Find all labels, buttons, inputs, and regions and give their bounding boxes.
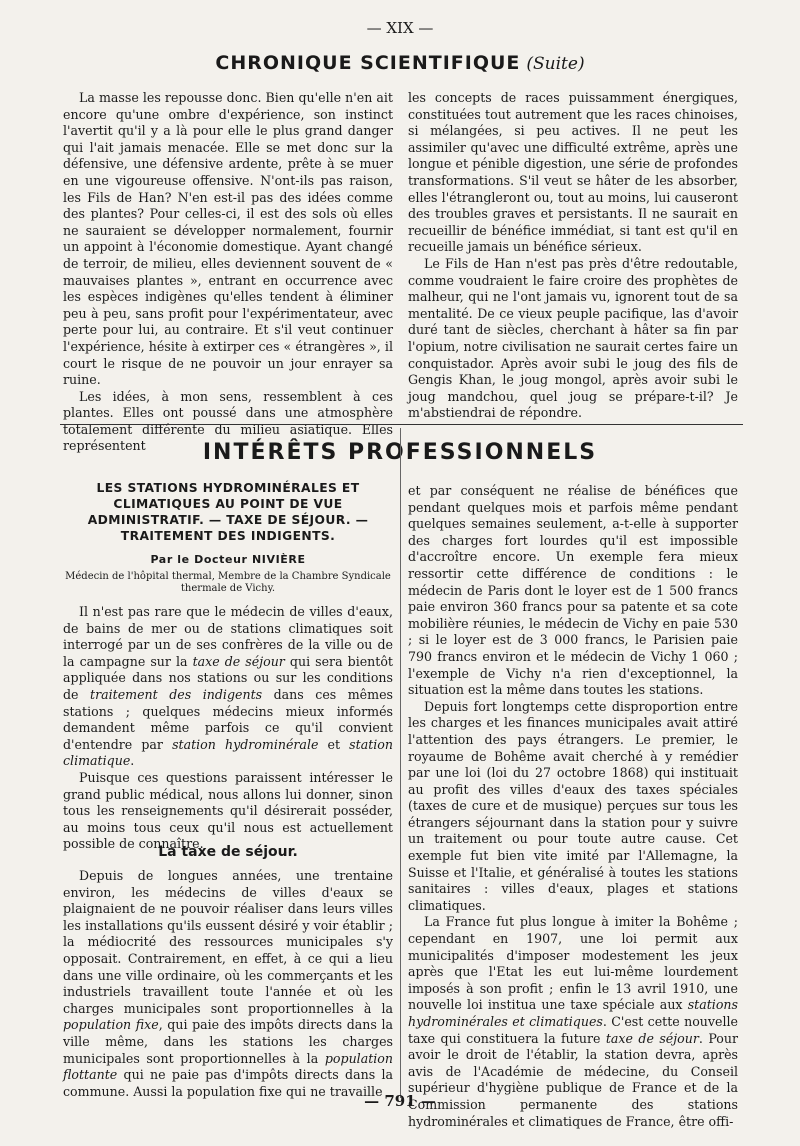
chronique-right-paragraph-2: Le Fils de Han n'est pas près d'être redoutable, comme voudraient le faire croire des prophètes de malheur, qui ne l'ont jamais vu, ignorent tout de sa mentalité. De ce vieux peuple pacifique, las d'avoir duré tant de siècles, cherchant à hâter sa fin par l'opium, notre civilisation ne saurait certes faire un conquistador. Après avoir subi le joug des fils de Gengis Khan, le joug mongol, après avoir subi le joug mandchou, quel joug se prépare-t-il? Je m'abstiendrai de répondre. [408, 255, 738, 421]
chronique-heading [0, 52, 800, 74]
article-title: LES STATIONS HYDROMINÉRALES ET CLIMATIQUES AU POINT DE VUE ADMINISTRATIF. — TAXE DE SÉJOUR. — TRAITEMENT DES INDIGENTS. [87, 481, 369, 543]
chronique-suite: (Suite) [526, 54, 585, 74]
column-divider [400, 428, 401, 1098]
chronique-left-paragraph-1: La masse les repousse donc. Bien qu'elle n'en ait encore qu'une ombre d'expérience, son instinct l'avertit qu'il y a là pour elle le plus grand danger qui l'ait jamais menacée. Elle se met donc sur la défensive, une défensive ardente, prête à se muer en une vigoureuse offensive. N'ont-ils pas raison, les Fils de Han? N'en est-il pas des idées comme des plantes? Pour celles-ci, il est des sols où elles ne sauraient se développer normalement, fournir un appoint à l'économie domestique. Ayant changé de terroir, de milieu, elles deviennent souvent de « mauvaises plantes », entrant en occurrence avec les espèces indigènes qu'elles tendent à éliminer peu à peu, sans profit pour l'expérimentateur, avec perte pour lui, au contraire. Et s'il veut continuer l'expérience, hésite à extirper ces « étrangères », il court le risque de ne pouvoir un jour enrayer sa ruine. [63, 90, 393, 388]
italic-run: stations hydrominérales et climatiques [408, 997, 738, 1029]
article-affiliation: Médecin de l'hôpital thermal, Membre de la Chambre Syndicale thermale de Vichy. [65, 571, 391, 594]
text-run: Depuis de longues années, une trentaine environ, les médecins de villes d'eaux se plaignaient de ne pouvoir réaliser dans leurs villes les installations qu'ils eussent désiré y voir établir ; la médiocrité des ressources municipales s'y opposait. Contrairement, en effet, à ce qui a lieu dans une ville ordinaire, où les commerçants et les industriels travaillent toute l'année et où les charges municipales sont proportionnelles à la [63, 868, 393, 1016]
intro-paragraph-2: Puisque ces questions paraissent intéresser le grand public médical, nous allons lui donner, sinon tous les renseignements qu'il désirerait posséder, au moins tous ceux qu'il nous est actuellement possible de connaître. [63, 769, 393, 852]
italic-run: taxe de séjour [605, 1030, 699, 1046]
page-header: — XIX — [366, 19, 434, 37]
section-divider [60, 424, 743, 425]
chronique-right-column [408, 90, 738, 422]
italic-run: station hydrominérale [172, 736, 319, 752]
taxe-paragraph-1 [63, 868, 393, 1100]
article-right-column [408, 483, 738, 1130]
text-run: qui sera bientôt appliquée dans nos stations ou sur les conditions de [63, 653, 393, 702]
italic-run: station climatique [63, 736, 393, 769]
article-author: Par le Docteur NIVIÈRE [150, 553, 306, 566]
text-run: . Pour avoir le droit de l'établir, la station devra, après avis de l'Académie de médecine, du Conseil supérieur d'hygiène publique de France et de la Commission permanente des stations hydrominérales et climatiques de France, être offi- [408, 1030, 738, 1129]
chronique-right-paragraph-1: les concepts de races puissamment énergiques, constituées tout autrement que les races chinoises, si mélangées, si peu actives. Il ne peut les assimiler qu'avec une difficulté extrême, après une longue et pénible digestion, une série de profondes transformations. S'il veut se hâter de les absorber, elles l'étrangleront ou, tout au moins, lui causeront des troubles graves et persistants. Il ne saurait en recueillir de bénéfice immédiat, si tant est qu'il en recueille jamais un bénéfice sérieux. [408, 90, 738, 255]
right-paragraph-2: Depuis fort longtemps cette disproportion entre les charges et les finances municipales avait attiré l'attention des pays étrangers. Le premier, le royaume de Bohême avait cherché à y remédier par une loi (loi du 27 octobre 1868) qui instituait au profit des villes d'eaux des taxes spéciales (taxes de cure et de musique) perçues sur tous les étrangers séjournant dans la station pour y suivre un traitement ou pour toute autre cause. Cet exemple fut bien vite imité par l'Allemagne, la Suisse et l'Italie, et généralisé à toutes les stations sanitaires : villes d'eaux, plages et stations climatiques. [408, 698, 738, 913]
text-run: dans ces mêmes stations ; quelques médecins mieux informés demandent même parfois ce qu'il convient d'entendre par [63, 686, 393, 752]
page-number: — 791 — [364, 1092, 436, 1110]
chronique-title: CHRONIQUE SCIENTIFIQUE [215, 52, 521, 74]
text-run: et [318, 736, 350, 752]
subheading-taxe: La taxe de séjour. [158, 844, 298, 860]
text-run: . [130, 753, 135, 769]
right-paragraph-1: et par conséquent ne réalise de bénéfices que pendant quelques mois et parfois même pendant quelques semaines seulement, a-t-elle à supporter des charges fort lourdes qu'il est impossible d'accroître encore. Un exemple fera mieux ressortir cette différence de conditions : le médecin de Paris dont le loyer est de 1 500 francs paie environ 360 francs pour sa patente et sa cote mobilière réunies, le médecin de Vichy en paie 530 ; si le loyer est de 3 000 francs, le Parisien paie 790 francs environ et le médecin de Vichy 1 060 ; l'exemple de Vichy n'a rien d'exceptionnel, la situation est la même dans toutes les stations. [408, 483, 738, 698]
italic-run: taxe de séjour [192, 653, 285, 669]
taxe-section-left [63, 868, 393, 1100]
text-run: La France fut plus longue à imiter la Bohême ; cependant en 1907, une loi permit aux municipalités d'imposer modestement les jeux après que l'Etat les eut lui-même lourdement imposés à son profit ; enfin le 13 avril 1910, une nouvelle loi institua une taxe spéciale aux [408, 914, 738, 1013]
italic-run: population fixe [63, 1017, 159, 1033]
text-run: Il n'est pas rare que le médecin de villes d'eaux, de bains de mer ou de stations climatiques soit interrogé par un de ses confrères de la ville ou de la campagne sur la [63, 604, 393, 669]
italic-run: population flottante [63, 1050, 393, 1083]
text-run: . C'est cette nouvelle taxe qui constituera la future [408, 1014, 738, 1046]
chronique-left-paragraph-2: Les idées, à mon sens, ressemblent à ces plantes. Elles ont poussé dans une atmosphère totalement différente du milieu asiatique. Elles représentent [63, 388, 393, 454]
intro-paragraph-1 [63, 604, 393, 770]
text-run: qui ne paie pas d'impôts directs dans la commune. Aussi la population fixe qui ne travaille [63, 1067, 393, 1099]
text-run: , qui paie des impôts directs dans la ville même, dans les stations les charges municipales sont proportionnelles à la [63, 1017, 394, 1066]
interets-title: INTÉRÊTS PROFESSIONNELS [202, 440, 598, 465]
italic-run: traitement des indigents [90, 686, 263, 702]
article-intro [63, 604, 393, 853]
chronique-left-column [63, 90, 393, 455]
